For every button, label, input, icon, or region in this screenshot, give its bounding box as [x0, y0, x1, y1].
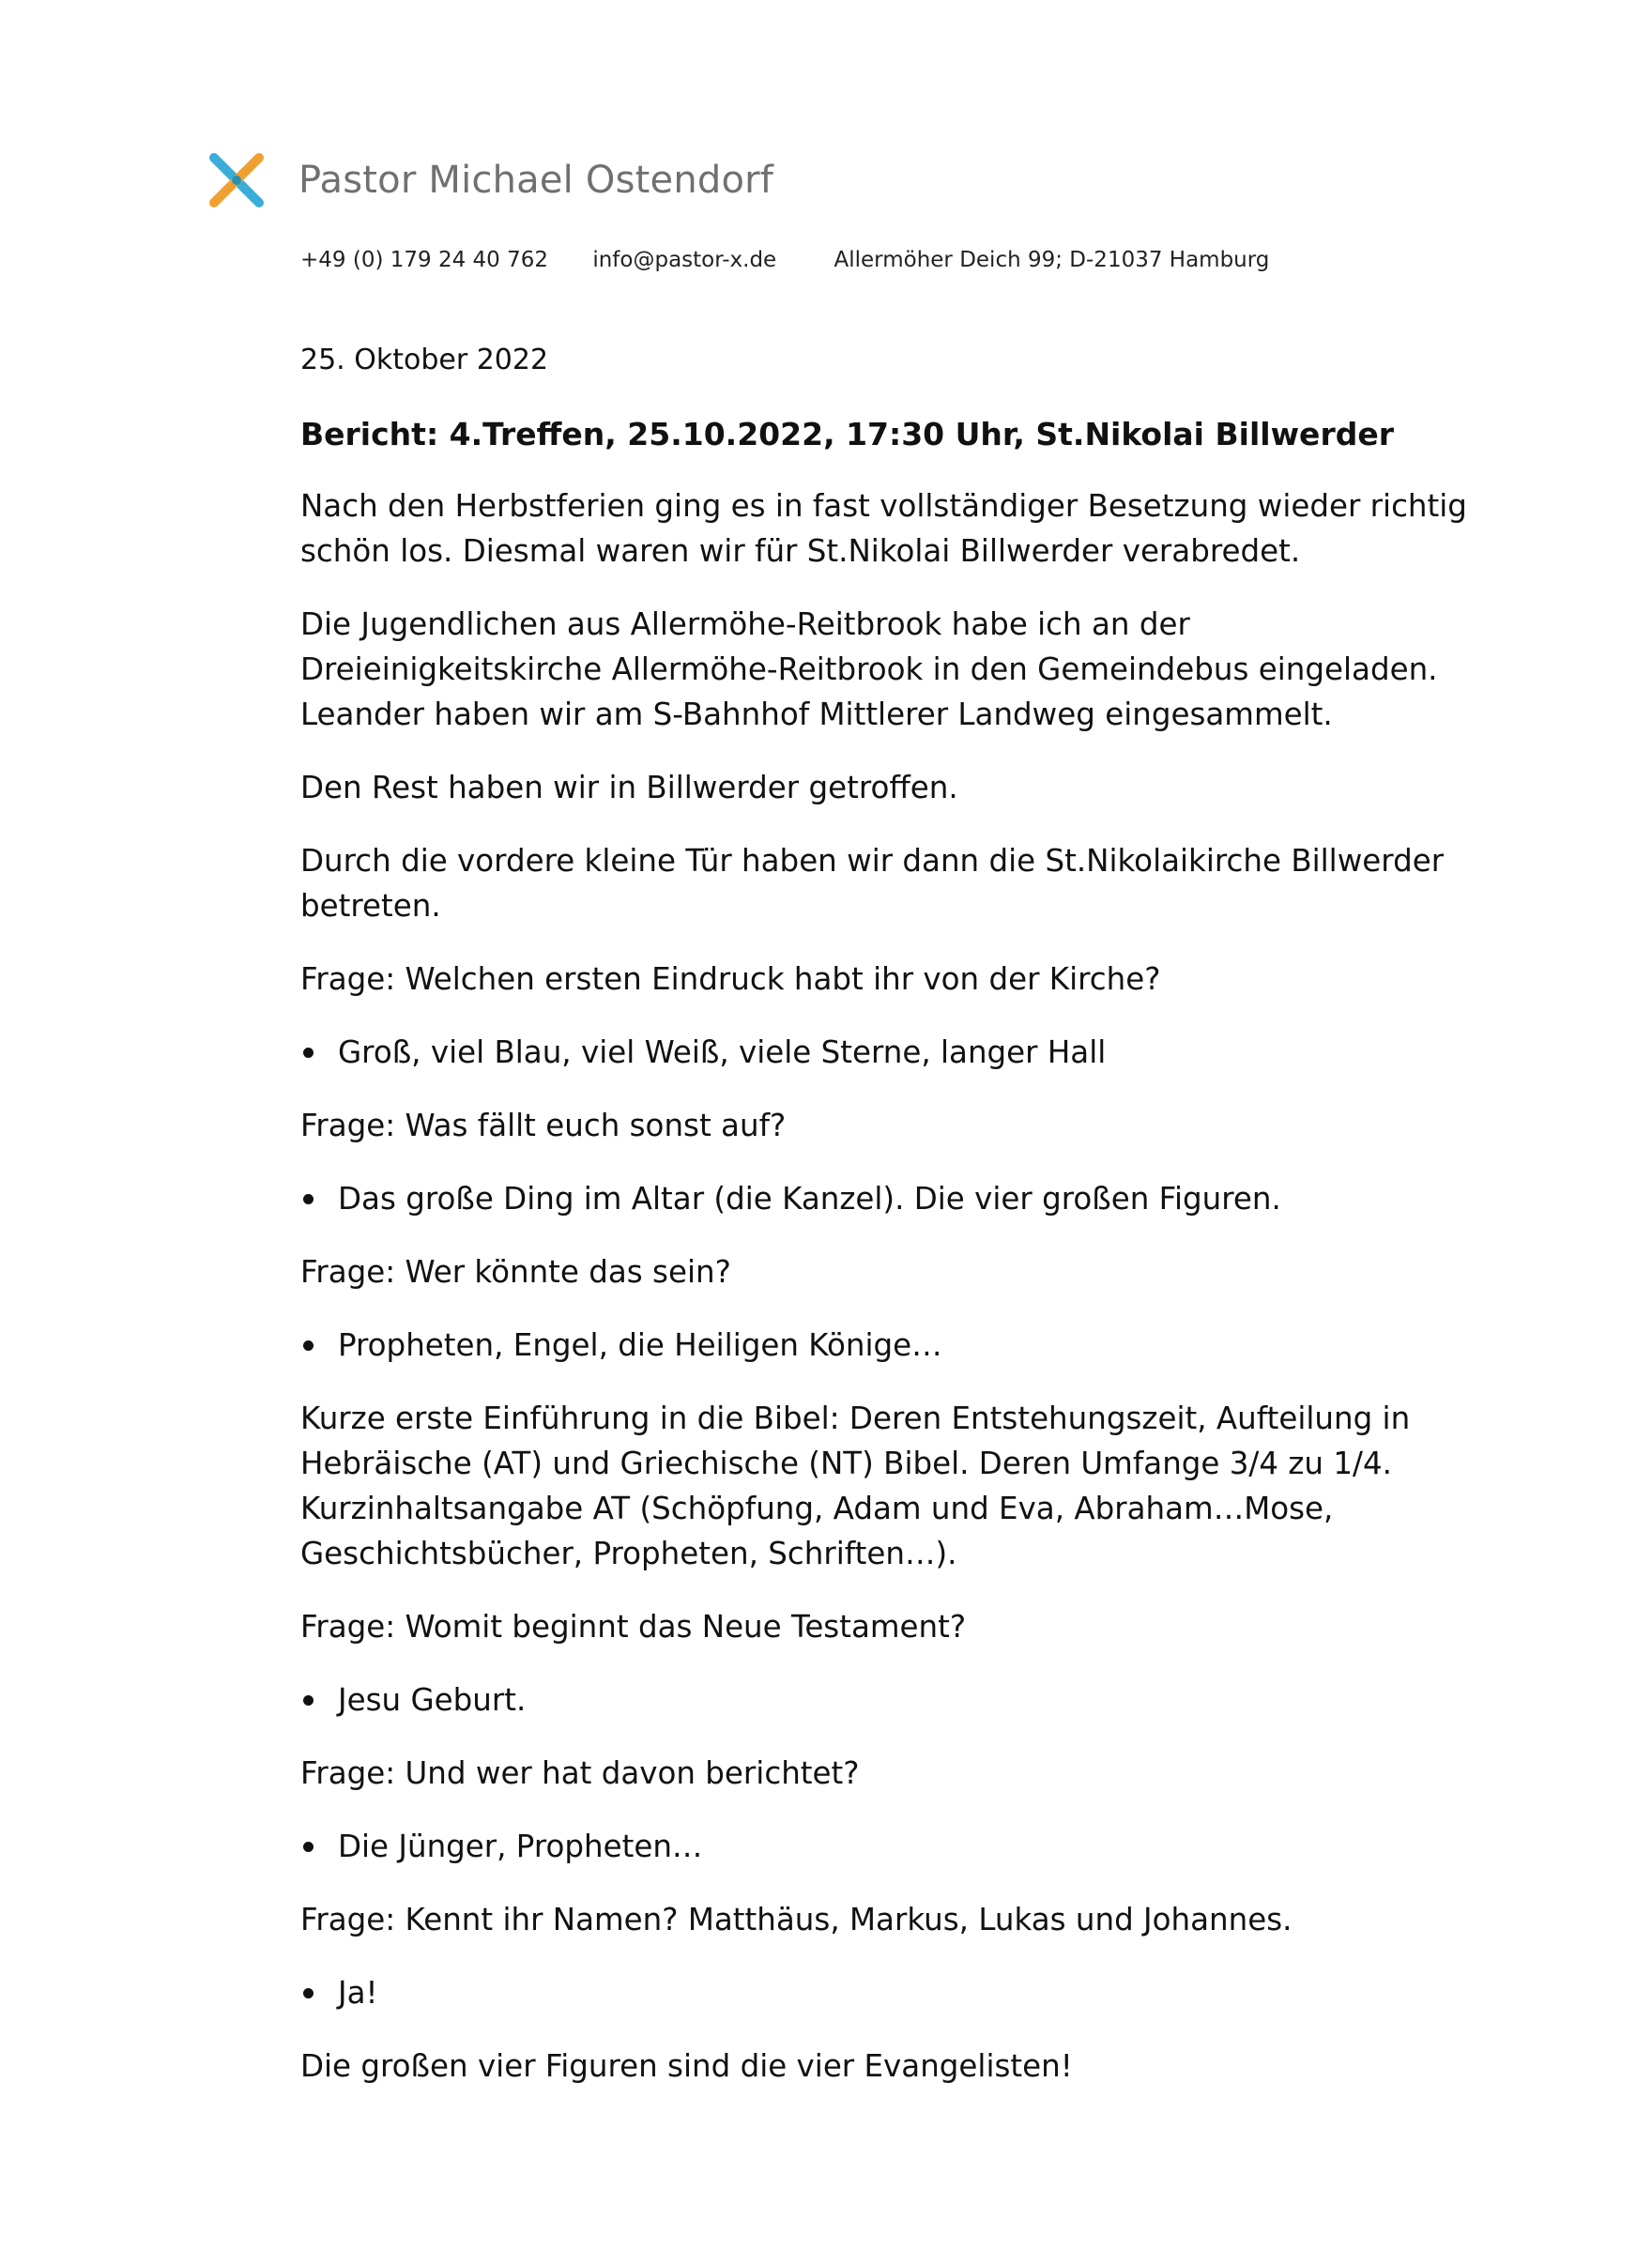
paragraph: Frage: Wer könnte das sein?	[300, 1254, 731, 1290]
letter-blocks	[300, 483, 1483, 2089]
paragraph: Nach den Herbstferien ging es in fast vollständiger Besetzung wieder richtig schön los. Diesmal waren wir für St.Nikolai Billwerder verabredet.	[300, 488, 1467, 569]
paragraph: Den Rest haben wir in Billwerder getroffen.	[300, 770, 958, 805]
bullet-item: Jesu Geburt.	[300, 1677, 1483, 1722]
cross-x-logo-icon	[203, 146, 270, 214]
letter-body	[300, 338, 1483, 2117]
paragraph: Frage: Und wer hat davon berichtet?	[300, 1755, 860, 1791]
sender-name: Pastor Michael Ostendorf	[298, 159, 774, 202]
bullet-item: Ja!	[300, 1970, 1483, 2015]
paragraph: Die Jugendlichen aus Allermöhe-Reitbrook habe ich an der Dreieinigkeitskirche Allermöhe-Reitbrook in den Gemeindebus eingeladen. Leander haben wir am S-Bahnhof Mittlerer Landweg eingesammelt.	[300, 606, 1438, 732]
paragraph: Frage: Was fällt euch sonst auf?	[300, 1108, 787, 1143]
paragraph: Frage: Welchen ersten Eindruck habt ihr von der Kirche?	[300, 961, 1161, 997]
bullet-item: Groß, viel Blau, viel Weiß, viele Sterne, langer Hall	[300, 1030, 1483, 1075]
contact-phone: +49 (0) 179 24 40 762	[300, 248, 549, 272]
letter-subject: Bericht: 4.Treffen, 25.10.2022, 17:30 Uhr, St.Nikolai Billwerder	[300, 416, 1394, 452]
paragraph: Die großen vier Figuren sind die vier Evangelisten!	[300, 2048, 1073, 2084]
paragraph: Frage: Kennt ihr Namen? Matthäus, Markus, Lukas und Johannes.	[300, 1902, 1293, 1937]
contact-line	[300, 248, 1269, 272]
contact-address: Allermöher Deich 99; D-21037 Hamburg	[834, 248, 1270, 272]
bullet-item: Das große Ding im Altar (die Kanzel). Die vier großen Figuren.	[300, 1176, 1483, 1221]
bullet-item: Propheten, Engel, die Heiligen Könige…	[300, 1323, 1483, 1368]
letterhead	[203, 143, 773, 218]
paragraph: Frage: Womit beginnt das Neue Testament?	[300, 1609, 967, 1645]
paragraph: Kurze erste Einführung in die Bibel: Deren Entstehungszeit, Aufteilung in Hebräische (AT) und Griechische (NT) Bibel. Deren Umfange 3/4 zu 1/4. Kurzinhaltsangabe AT (Schöpfung, Adam und Eva, Abraham…Mose, Geschichtsbücher, Propheten, Schriften…).	[300, 1401, 1411, 1571]
bullet-item: Die Jünger, Propheten…	[300, 1824, 1483, 1869]
letter-date: 25. Oktober 2022	[300, 344, 549, 376]
paragraph: Durch die vordere kleine Tür haben wir dann die St.Nikolaikirche Billwerder betreten.	[300, 843, 1445, 924]
contact-email: info@pastor-x.de	[592, 248, 777, 272]
